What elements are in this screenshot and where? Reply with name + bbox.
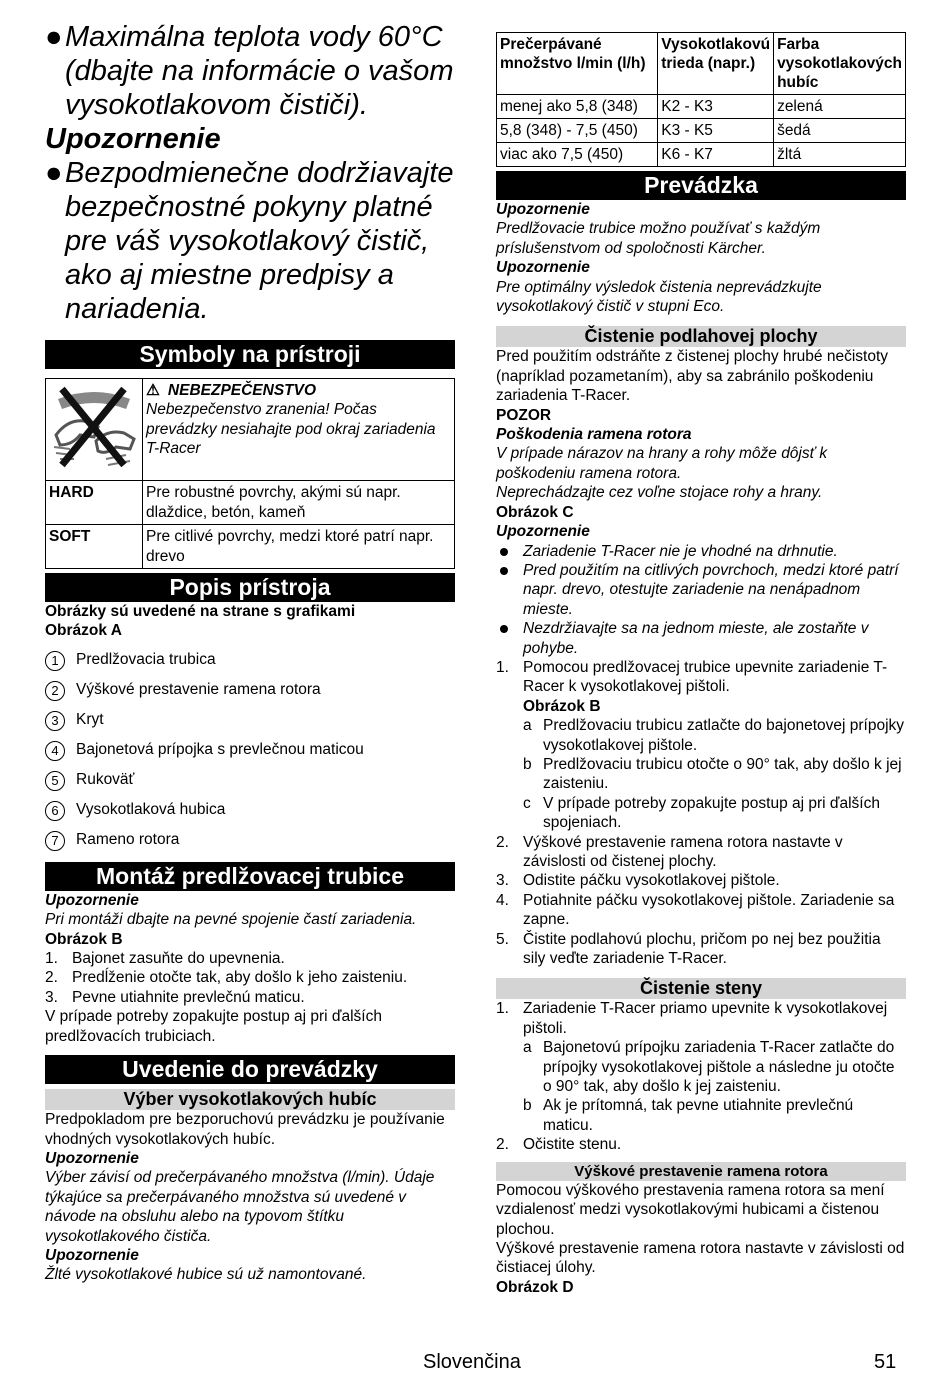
step-text: Očistite stenu. <box>523 1136 622 1154</box>
table-cell: žltá <box>774 143 906 167</box>
bullet-dot <box>500 625 508 633</box>
step-text: Bajonet zasuňte do upevnenia. <box>72 950 285 968</box>
list-item-text: Bajonetová prípojka s prevlečnou maticou <box>76 740 364 758</box>
substep-letter: b <box>523 755 532 773</box>
list-item <box>45 710 455 740</box>
montaz-note-text: Pri montáži dbajte na pevné spojenie častí zariadenia. <box>45 911 417 929</box>
nozzle-table <box>496 32 906 167</box>
prevadzka-note1-heading: Upozornenie <box>496 201 590 218</box>
list-item-text: Rameno rotora <box>76 830 180 848</box>
page-number: 51 <box>874 1351 897 1373</box>
substep-text: Ak je prítomná, tak pevne utiahnite prevlečnú maticu. <box>543 1097 854 1134</box>
substep-text: Bajonetovú prípojku zariadenia T-Racer zatlačte do prípojky vysokotlakovej pištole a následne ju otočte o 90° tak, aby došlo k jej zaisteniu. <box>543 1039 895 1096</box>
table-cell: viac ako 7,5 (450) <box>497 143 658 167</box>
height-p1: Pomocou výškového prestavenia ramena rotora sa mení vzdialenosť medzi vysokotlakovými hubicami a čistenou plochou. <box>496 1181 885 1238</box>
intro-temp-text: Maximálna teplota vody 60°C (dbajte na informácie o vašom vysokotlakovom čističi). <box>65 21 454 121</box>
symbols-table <box>45 378 455 569</box>
table-row <box>497 95 906 119</box>
section-title-popis: Popis prístroja <box>45 573 455 602</box>
list-item <box>496 1096 906 1135</box>
substep-letter: a <box>523 1039 532 1057</box>
number-circle: 2 <box>45 681 65 701</box>
symbols-hard-row <box>46 481 455 525</box>
danger-heading-text: NEBEZPEČENSTVO <box>167 382 317 399</box>
footer-language: Slovenčina <box>423 1351 521 1373</box>
bullet-dot <box>500 567 508 575</box>
step-number: 3. <box>45 988 58 1006</box>
list-item <box>45 968 455 987</box>
popis-line1: Obrázky sú uvedené na strane s grafikami <box>45 603 356 621</box>
list-item <box>45 830 455 860</box>
step-number: 1. <box>496 658 509 676</box>
step-number: 4. <box>496 891 509 909</box>
intro-warning-heading: Upozornenie <box>45 123 221 155</box>
hard-label: HARD <box>46 481 143 525</box>
list-item-text: Rukoväť <box>76 770 135 788</box>
list-item <box>496 755 906 794</box>
number-circle: 1 <box>45 651 65 671</box>
list-item-text: Výškové prestavenie ramena rotora <box>76 680 321 698</box>
table-header: Farba vysokotlakových hubíc <box>774 33 906 95</box>
list-item <box>496 999 906 1038</box>
bullet: ● <box>45 157 63 189</box>
list-item <box>45 988 455 1007</box>
list-item <box>45 680 455 710</box>
bullet-text: Nezdržiavajte sa na jednom mieste, ale zostaňte v pohybe. <box>523 620 869 657</box>
height-p2: Výškové prestavenie ramena rotora nastavte v závislosti od čistiacej úlohy. <box>496 1239 905 1277</box>
warning-triangle-icon: ⚠ <box>146 382 160 399</box>
table-header: Prečerpávané množstvo l/min (l/h) <box>497 33 658 95</box>
subsection-title-floor: Čistenie podlahovej plochy <box>496 326 906 347</box>
substep-letter: c <box>523 794 531 812</box>
bullet-dot <box>500 548 508 556</box>
list-item-text: Kryt <box>76 710 104 728</box>
step-text: Pomocou predlžovacej trubice upevnite zariadenie T-Racer k vysokotlakovej pištoli. <box>523 658 888 696</box>
floor-damage-text: V prípade nárazov na hrany a rohy môže dôjsť k poškodeniu ramena rotora. <box>496 445 828 482</box>
subsection-title-nozzles: Výber vysokotlakových hubíc <box>45 1089 455 1110</box>
substep-text: V prípade potreby zopakujte postup aj pri ďalších spojeniach. <box>543 794 880 832</box>
step-text: Výškové prestavenie ramena rotora nastavte v závislosti od čistenej plochy. <box>523 833 843 870</box>
list-item <box>496 833 906 872</box>
section-title-uvedenie: Uvedenie do prevádzky <box>45 1055 455 1084</box>
floor-note-heading: Upozornenie <box>496 523 590 541</box>
bullet: ● <box>45 21 63 53</box>
section-title-prevadzka: Prevádzka <box>496 171 906 200</box>
floor-caution: POZOR <box>496 406 552 424</box>
prevadzka-note2-heading: Upozornenie <box>496 259 590 277</box>
number-circle: 7 <box>45 831 65 851</box>
list-item <box>496 561 906 619</box>
prevadzka-note2-text: Pre optimálny výsledok čistenia neprevádzkujte vysokotlakový čistič v stupni Eco. <box>496 278 822 316</box>
danger-heading <box>146 381 451 400</box>
table-header: Vysokotlakovú trieda (napr.) <box>658 33 774 95</box>
list-item <box>496 658 906 697</box>
soft-text: Pre citlivé povrchy, medzi ktoré patrí napr. drevo <box>143 525 455 569</box>
uvedenie-p1: Predpokladom pre bezporuchovú prevádzku je používanie vhodných vysokotlakových hubíc. <box>45 1111 445 1148</box>
floor-damage-heading: Poškodenia ramena rotora <box>496 426 692 444</box>
substep-letter: a <box>523 717 532 735</box>
table-cell: menej ako 5,8 (348) <box>497 95 658 119</box>
substep-text: Predlžovaciu trubicu otočte o 90° tak, aby došlo k jej zaisteniu. <box>543 755 902 793</box>
list-item <box>45 770 455 800</box>
list-item <box>496 930 906 969</box>
list-item <box>496 1038 906 1096</box>
parts-list <box>45 650 455 860</box>
bullet-text: Zariadenie T-Racer nie je vhodné na drhnutie. <box>523 542 838 560</box>
table-cell: šedá <box>774 119 906 143</box>
table-cell: 5,8 (348) - 7,5 (450) <box>497 119 658 143</box>
step-text: Predĺženie otočte tak, aby došlo k jeho zaisteniu. <box>72 969 408 987</box>
table-row <box>497 143 906 167</box>
floor-figure-c: Obrázok C <box>496 503 574 521</box>
list-item <box>45 650 455 680</box>
number-circle: 4 <box>45 741 65 761</box>
popis-line2: Obrázok A <box>45 622 122 640</box>
list-item <box>45 800 455 830</box>
section-title-symbols: Symboly na prístroji <box>45 340 455 369</box>
step-text: Čistite podlahovú plochu, pričom po nej bez použitia sily veďte zariadenie T-Racer. <box>523 930 881 968</box>
step-number: 5. <box>496 930 509 948</box>
subsection-title-height: Výškové prestavenie ramena rotora <box>496 1162 906 1181</box>
montaz-note-heading: Upozornenie <box>45 891 139 909</box>
table-header-row <box>497 33 906 95</box>
uvedenie-note1-heading: Upozornenie <box>45 1149 139 1167</box>
step-text: Odistite páčku vysokotlakovej pištole. <box>523 872 780 890</box>
step-number: 3. <box>496 872 509 890</box>
list-item <box>496 1135 906 1154</box>
step-text: Potiahnite páčku vysokotlakovej pištole. Zariadenie sa zapne. <box>523 891 895 929</box>
height-figure-d: Obrázok D <box>496 1278 574 1296</box>
list-item <box>496 891 906 930</box>
prevadzka-note1-text: Predlžovacie trubice možno používať s každým príslušenstvom od spoločnosti Kärcher. <box>496 220 821 257</box>
soft-label: SOFT <box>46 525 143 569</box>
list-item-text: Vysokotlaková hubica <box>76 800 226 818</box>
symbols-danger-row <box>46 379 455 481</box>
table-cell: zelená <box>774 95 906 119</box>
bullet-text: Pred použitím na citlivých povrchoch, medzi ktoré patrí napr. drevo, otestujte zariadenie na nenápadnom mieste. <box>523 561 899 618</box>
table-cell: K3 - K5 <box>658 119 774 143</box>
step-text: Pevne utiahnite prevlečnú maticu. <box>72 988 305 1006</box>
intro-safety-text: Bezpodmienečne dodržiavajte bezpečnostné pokyny platné pre váš vysokotlakový čistič, ako aj miestne predpisy a nariadenia. <box>65 157 454 325</box>
number-circle: 5 <box>45 771 65 791</box>
uvedenie-note2-text: Žlté vysokotlakové hubice sú už namontované. <box>45 1266 367 1284</box>
uvedenie-note2-heading: Upozornenie <box>45 1246 139 1264</box>
list-item <box>45 740 455 770</box>
danger-text: Nebezpečenstvo zranenia! Počas prevádzky nesiahajte pod okraj zariadenia T-Racer <box>146 401 436 458</box>
list-item <box>496 794 906 833</box>
left-column <box>45 0 455 1285</box>
table-cell: K2 - K3 <box>658 95 774 119</box>
uvedenie-note1-text: Výber závisí od prečerpávaného množstva (l/min). Údaje týkajúce sa prečerpávaného množstva sú uvedené v návode na obsluhu alebo na typovom štítku vysokotlakového čističa. <box>45 1169 435 1245</box>
section-title-montaz: Montáž predlžovacej trubice <box>45 862 455 891</box>
number-circle: 3 <box>45 711 65 731</box>
list-item <box>496 619 906 658</box>
step-number: 2. <box>496 833 509 851</box>
symbols-soft-row <box>46 525 455 569</box>
number-circle: 6 <box>45 801 65 821</box>
substep-text: Predlžovaciu trubicu zatlačte do bajonetovej prípojky vysokotlakovej pištole. <box>543 717 905 754</box>
floor-figure-b: Obrázok B <box>523 697 601 715</box>
list-item <box>496 542 906 561</box>
intro-temp-item <box>45 20 455 122</box>
danger-cell <box>143 379 455 481</box>
right-column <box>496 0 906 1297</box>
substep-letter: b <box>523 1097 532 1115</box>
montaz-figure-label: Obrázok B <box>45 930 123 948</box>
step-number: 2. <box>496 1136 509 1154</box>
hard-text: Pre robustné povrchy, akými sú napr. dlaždice, betón, kameň <box>143 481 455 525</box>
step-number: 2. <box>45 969 58 987</box>
floor-p1: Pred použitím odstráňte z čistenej plochy hrubé nečistoty (napríklad pozametaním), aby sa zabránilo poškodeniu zariadenia T-Racer. <box>496 348 889 405</box>
no-hands-pictogram-cell <box>46 379 143 481</box>
intro-safety-item <box>45 156 455 326</box>
floor-damage-text2: Neprechádzajte cez voľne stojace rohy a hrany. <box>496 484 823 502</box>
list-item <box>496 716 906 755</box>
step-number: 1. <box>45 950 58 968</box>
step-number: 1. <box>496 1000 509 1018</box>
table-row <box>497 119 906 143</box>
no-hands-under-edge-icon <box>46 379 142 475</box>
step-text: Zariadenie T-Racer priamo upevnite k vysokotlakovej pištoli. <box>523 1000 888 1037</box>
subsection-title-wall: Čistenie steny <box>496 978 906 999</box>
montaz-tail: V prípade potreby zopakujte postup aj pri ďalších predlžovacích trubiciach. <box>45 1008 382 1045</box>
list-item <box>496 871 906 890</box>
table-cell: K6 - K7 <box>658 143 774 167</box>
list-item-text: Predlžovacia trubica <box>76 650 216 668</box>
intro-block <box>45 20 455 326</box>
list-item <box>45 949 455 968</box>
